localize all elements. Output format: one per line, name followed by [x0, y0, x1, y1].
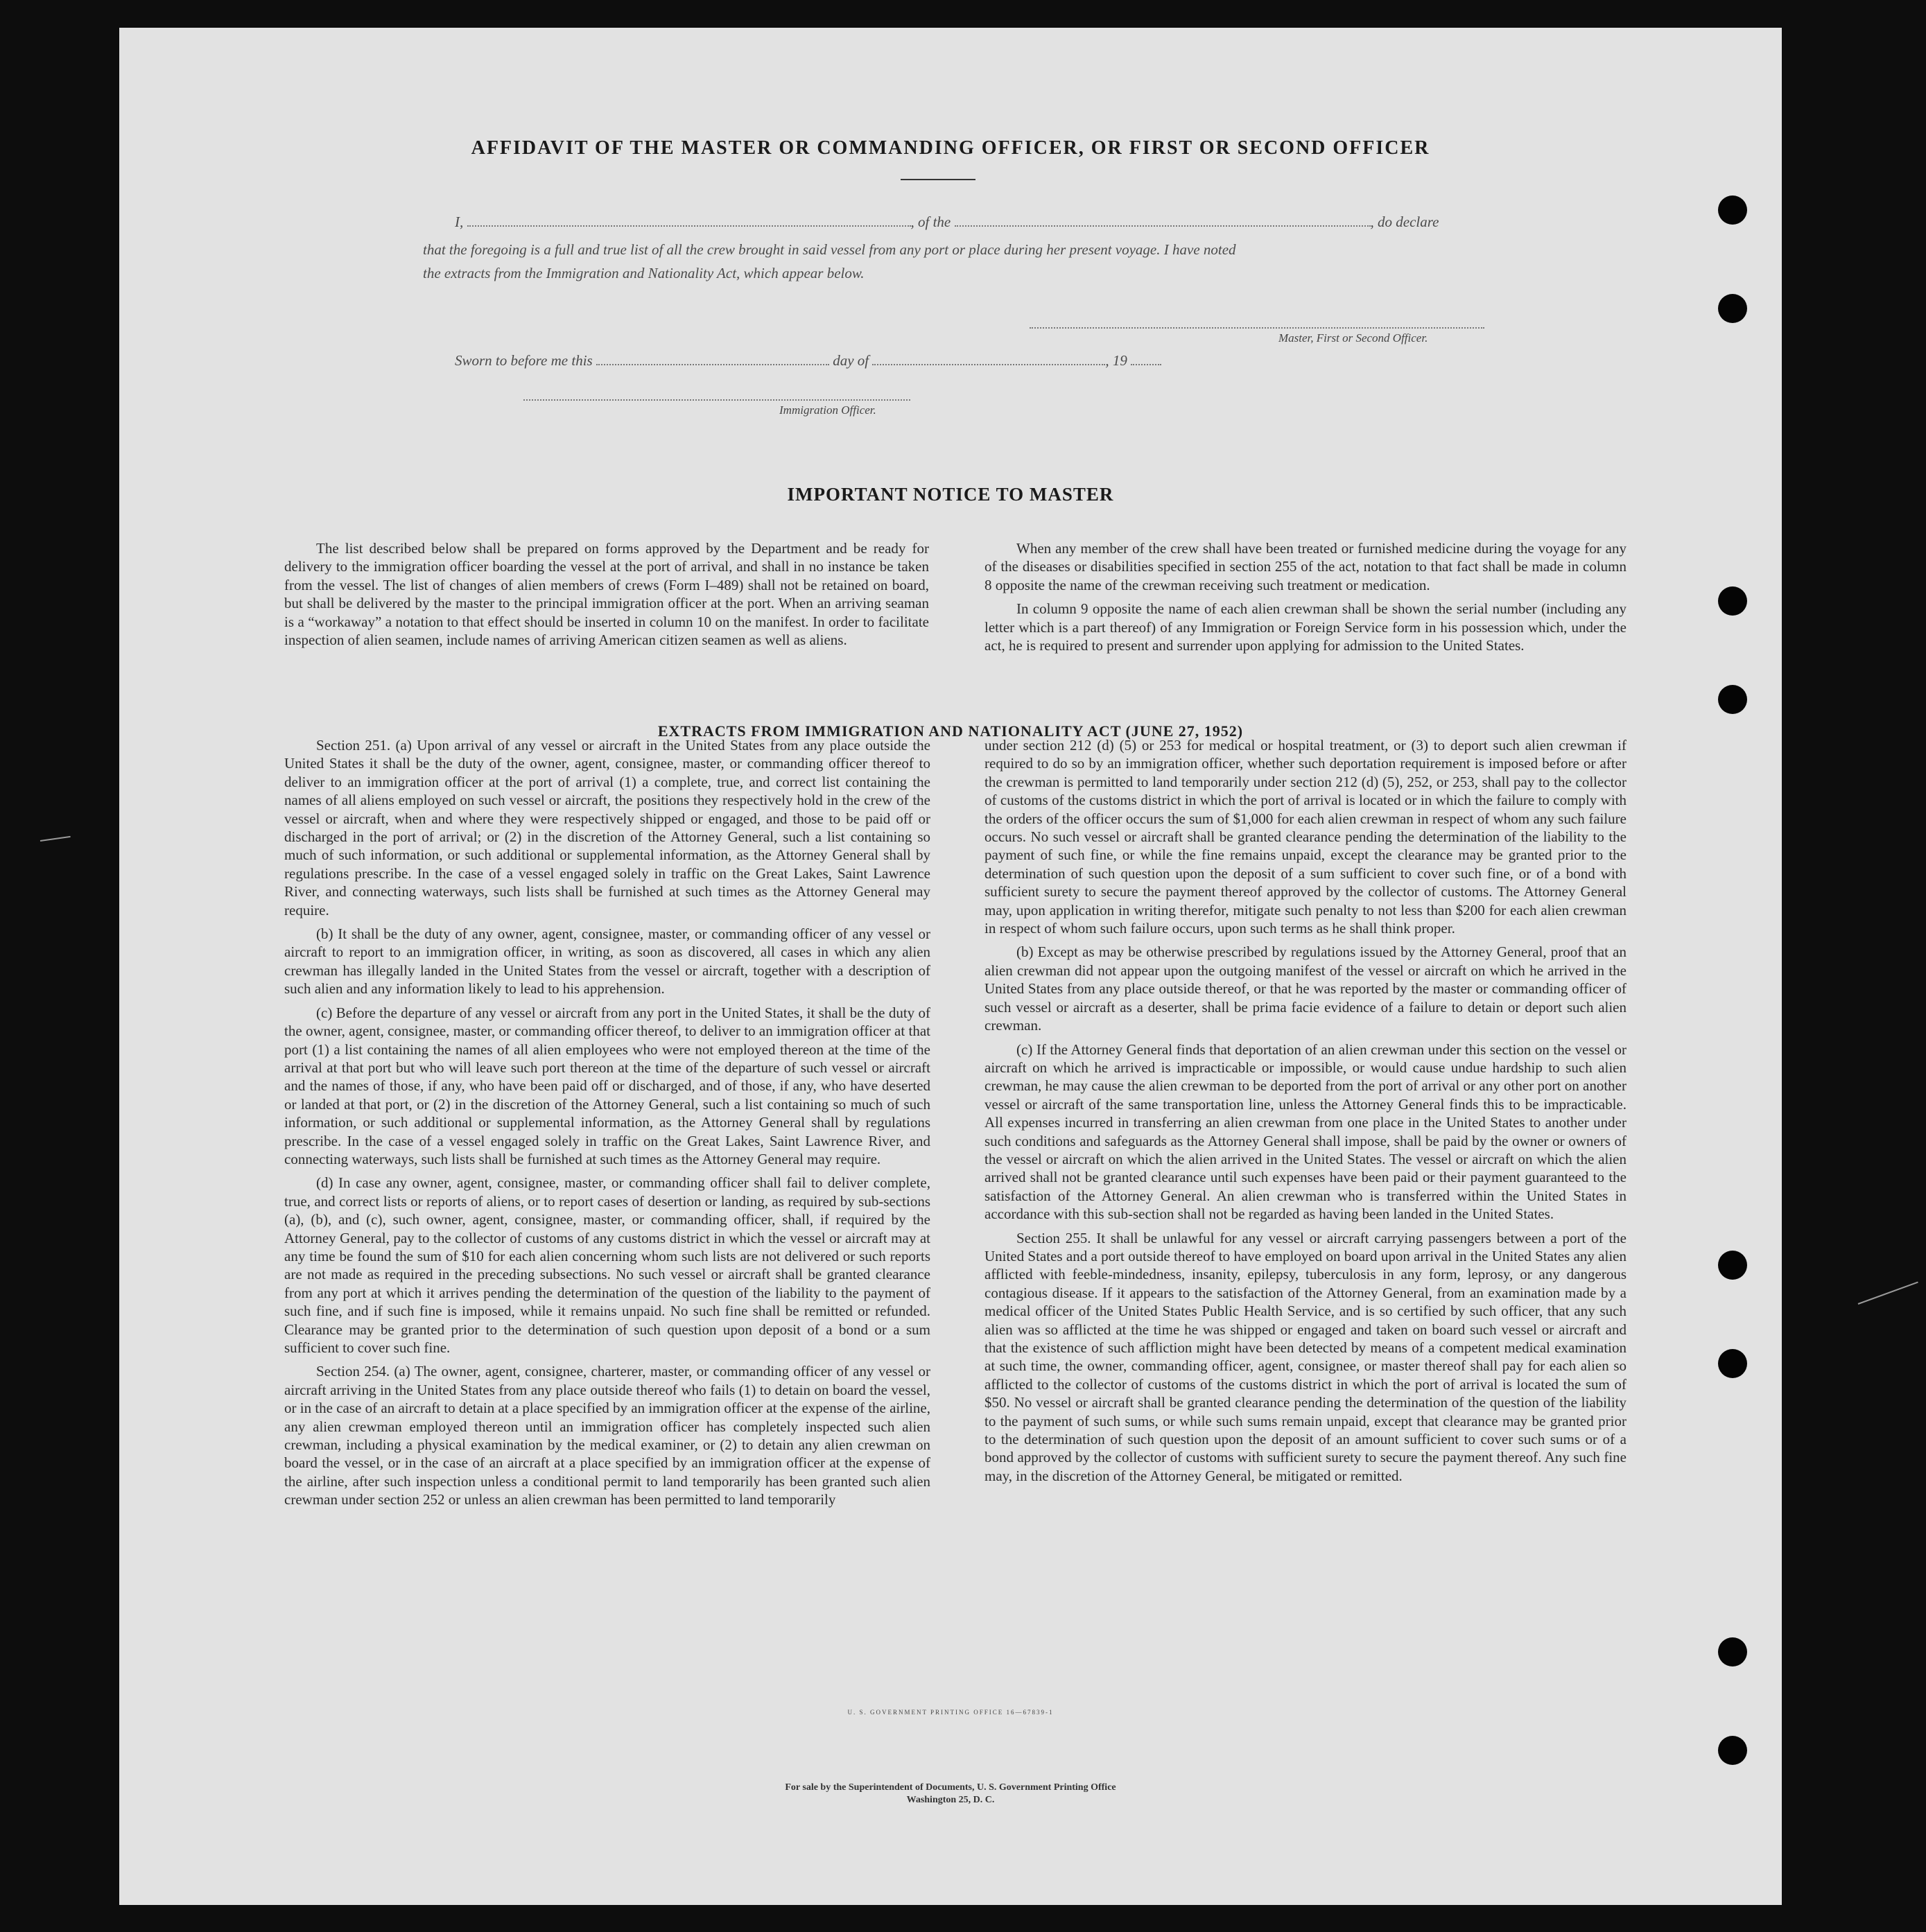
year-prefix: , 19: [1105, 352, 1127, 369]
extracts-left-column: [284, 736, 930, 1515]
form-page: [119, 28, 1782, 1905]
day-of-label: day of: [833, 352, 869, 369]
footer-line-1: For sale by the Superintendent of Documents, U. S. Government Printing Office: [785, 1782, 1116, 1793]
background-scratch: [40, 836, 71, 842]
notice-right-paragraph: In column 9 opposite the name of each alien crewman shall be shown the serial number (including any letter which is a part thereof) of any Immigration or Foreign Service form in his possession which, under the act, he is required to present and surrender upon applying for admission to the United States.: [984, 600, 1626, 654]
section-254-b: (b) Except as may be otherwise prescribed by regulations issued by the Attorney General, proof that an alien crewman did not appear upon the outgoing manifest of the vessel or aircraft on which he arrived in the United States from any place outside thereof, or that he was reported by the master or commanding officer of such vessel or aircraft as a deserter, shall be prima facie evidence of a failure to detain or deport such alien crewman.: [984, 943, 1626, 1034]
vessel-name-field[interactable]: [955, 216, 1371, 227]
punch-hole: [1718, 294, 1747, 323]
sworn-before-label: Sworn to before me this: [455, 352, 593, 369]
printer-mark: U. S. GOVERNMENT PRINTING OFFICE 16—67839-1: [847, 1709, 1054, 1716]
master-name-field[interactable]: [467, 216, 911, 227]
notice-left-column: [284, 539, 929, 654]
affidavit-i: I,: [455, 214, 464, 230]
punch-hole: [1718, 1251, 1747, 1280]
punch-hole: [1718, 195, 1747, 225]
notice-left-paragraph: The list described below shall be prepared on forms approved by the Department and be ready for delivery to the immigration officer boarding the vessel at the port of arrival, and shall in no instance be taken from the vessel. The list of changes of alien members of crews (Form I–489) shall not be retained on board, but shall be delivered by the master to the principal immigration officer at the port. When an arriving seaman is a “workaway” a notation to that effect should be inserted in column 10 on the manifest. In order to facilitate inspection of alien seamen, include names of arriving American citizen seamen as well as aliens.: [284, 540, 929, 649]
officer-signature-line[interactable]: [523, 399, 910, 401]
affidavit-line-2: that the foregoing is a full and true list of all the crew brought in said vessel from any port or place during her present voyage. I have noted: [423, 241, 1236, 258]
punch-hole: [1718, 586, 1747, 616]
notice-right-paragraph: When any member of the crew shall have been treated or furnished medicine during the voyage for any of the diseases or disabilities specified in section 255 of the act, notation to that fact shall be made in column 8 opposite the name of the crewman receiving such treatment or medication.: [984, 540, 1626, 593]
sworn-year-field[interactable]: [1131, 354, 1161, 365]
punch-hole: [1718, 1349, 1747, 1378]
sworn-day-field[interactable]: [596, 354, 829, 365]
section-254-a-continued: under section 212 (d) (5) or 253 for medical or hospital treatment, or (3) to deport such alien crewman if required to do so by an immigration officer, whether such deportation requirement is imposed before or after the crewman is permitted to land temporarily under section 212 (d) (5), 252, or 253, shall pay to the collector of customs of the customs district in which the port of arrival is located or in which the failure to comply with the orders of the officer occurs the sum of $1,000 for each alien crewman in respect of whom any such failure occurs. No such vessel or aircraft shall be granted clearance pending the determination of the liability to the payment of such fine, or while the fine remains unpaid, except the clearance may be granted prior to the determination of such question upon the deposit of a sum sufficient to cover such fine, or of a bond with sufficient surety to secure the payment thereof approved by the collector of customs. The Attorney General may, upon application in writing therefor, mitigate such penalty to not less than $200 for each alien crewman in respect of whom such failure occurs, upon such terms as he shall think proper.: [984, 737, 1626, 937]
officer-signature-caption: Immigration Officer.: [779, 403, 876, 417]
notice-right-column: [984, 539, 1626, 660]
background-scratch: [1858, 1282, 1918, 1305]
affidavit-do-declare: , do declare: [1370, 214, 1439, 230]
notice-heading: IMPORTANT NOTICE TO MASTER: [787, 484, 1114, 505]
affidavit-line-1: [455, 214, 1439, 231]
affidavit-title: AFFIDAVIT OF THE MASTER OR COMMANDING OFFICER, OR FIRST OR SECOND OFFICER: [471, 137, 1430, 159]
footer: [119, 1782, 1782, 1807]
punch-hole: [1718, 1736, 1747, 1765]
section-251-d: (d) In case any owner, agent, consignee, master, or commanding officer shall fail to deliver complete, true, and correct lists or reports of aliens, or to report cases of desertion or landing, as required by sub-sections (a), (b), and (c), such owner, agent, consignee, master, or commanding officer, shall, if required by the Attorney General, pay to the collector of customs of any customs district in which the vessel or aircraft may at any time be found the sum of $10 for each alien concerning whom such lists are not delivered or such reports are not made as required in the preceding subsections. No such vessel or aircraft shall be granted clearance from any port at which it arrives pending the determination of the question of the liability to the payment of such fine, and if such fine is imposed, while it remains unpaid. No such fine shall be remitted or refunded. Clearance may be granted prior to the determination of such question upon deposit of a bond or a sum sufficient to cover such fine.: [284, 1174, 930, 1356]
section-251-b: (b) It shall be the duty of any owner, agent, consignee, master, or commanding officer of any vessel or aircraft to report to an immigration officer, in writing, as soon as discovered, all cases in which any alien crewman has illegally landed in the United States from the vessel or aircraft, together with a description of such alien and any information likely to lead to his apprehension.: [284, 925, 930, 998]
affidavit-of-the: , of the: [910, 214, 951, 230]
footer-line-2: Washington 25, D. C.: [906, 1795, 995, 1805]
extracts-right-column: [984, 736, 1626, 1490]
affidavit-line-3: the extracts from the Immigration and Nationality Act, which appear below.: [423, 265, 865, 281]
master-signature-line[interactable]: [1030, 327, 1484, 329]
master-signature-caption: Master, First or Second Officer.: [1278, 331, 1428, 345]
title-rule: [901, 179, 975, 180]
punch-hole: [1718, 1637, 1747, 1666]
sworn-line: [455, 352, 1161, 369]
extracts-heading: EXTRACTS FROM IMMIGRATION AND NATIONALITY ACT (JUNE 27, 1952): [657, 722, 1244, 740]
section-255: Section 255. It shall be unlawful for any vessel or aircraft carrying passengers between a port of the United States and a port outside thereof to have employed on board upon arrival in the United States any alien afflicted with feeble-mindedness, insanity, epilepsy, tuberculosis in any form, leprosy, or any dangerous contagious disease. If it appears to the satisfaction of the Attorney General, from an examination made by a medical officer of the United States Public Health Service, and is so certified by such officer, that any such alien was so afflicted at the time he was shipped or engaged and taken on board such vessel or aircraft and that the existence of such affliction might have been detected by means of a competent medical examination at such time, the owner, commanding officer, agent, consignee, or master thereof shall pay for each alien so afflicted to the collector of customs of the customs district in which the port of arrival is located the sum of $50. No vessel or aircraft shall be granted clearance pending the determination of the question of the liability to the payment of such sums, or while such sums remain unpaid, except that clearance may be granted prior to the determination of such question upon the deposit of an amount sufficient to cover such sums or of a bond approved by the collector of customs with sufficient surety to secure the payment thereof. Any such fine may, in the discretion of the Attorney General, be mitigated or remitted.: [984, 1229, 1626, 1484]
section-251-c: (c) Before the departure of any vessel or aircraft from any port in the United States, it shall be the duty of the owner, agent, consignee, master, or commanding officer thereof, to deliver to an immigration officer at that port (1) a list containing the names of all alien employees who were not employed thereon at the time of the arrival at that port but who will leave such port thereon at the time of the departure of such vessel or aircraft and the names of those, if any, who have been paid off or discharged, and of those, if any, who have deserted or landed at that port, or (2) in the discretion of the Attorney General, such a list containing so much of such information, or such additional or supplemental information, as the Attorney General shall by regulations prescribe. In the case of a vessel engaged solely in traffic on the Great Lakes, Saint Lawrence River, and connecting waterways, such lists shall be furnished at such times as the Attorney General may require.: [284, 1004, 930, 1167]
section-251-a: Section 251. (a) Upon arrival of any vessel or aircraft in the United States from any place outside the United States it shall be the duty of the owner, agent, consignee, master, or commanding officer thereof to deliver to an immigration officer at the port of arrival (1) a complete, true, and correct list containing the names of all aliens employed on such vessel or aircraft, the positions they respectively hold in the crew of the vessel or aircraft, when and where they were respectively shipped or engaged, and those to be paid off or discharged in the port of arrival; or (2) in the discretion of the Attorney General, such a list containing so much of such information, or such additional or supplemental information, as the Attorney General shall by regulations prescribe. In the case of a vessel engaged solely in traffic on the Great Lakes, Saint Lawrence River, and connecting waterways, such lists shall be furnished at such times as the Attorney General may require.: [284, 737, 930, 919]
section-254-c: (c) If the Attorney General finds that deportation of an alien crewman under this section on the vessel or aircraft on which he arrived is impracticable or impossible, or would cause undue hardship to such alien crewman, he may cause the alien crewman to be deported from the port of arrival or any other port on another vessel or aircraft of the same transportation line, unless the Attorney General finds this to be impracticable. All expenses incurred in transferring an alien crewman from one place in the United States to another under such conditions and safeguards as the Attorney General shall impose, shall be paid by the owner or owners of the vessel or aircraft on which the alien arrived in the United States. The vessel or aircraft on which the alien arrived shall not be granted clearance until such expenses have been paid or their payment guaranteed to the satisfaction of the Attorney General. An alien crewman who is transferred within the United States in accordance with this sub-section shall not be regarded as having been landed in the United States.: [984, 1041, 1626, 1223]
punch-hole: [1718, 685, 1747, 714]
section-254-a: Section 254. (a) The owner, agent, consignee, charterer, master, or commanding officer of any vessel or aircraft arriving in the United States from any place outside thereof who fails (1) to detain on board the vessel, or in the case of an aircraft to detain at a place specified by an immigration officer at the expense of the airline, any alien crewman employed thereon until an immigration officer has completely inspected such alien crewman, including a physical examination by the medical examiner, or (2) to detain any alien crewman on board the vessel, or in the case of an aircraft at a place specified by an immigration officer at the expense of the airline, after such inspection unless a conditional permit to land temporarily has been granted such alien crewman under section 252 or unless an alien crewman has been permitted to land temporarily: [284, 1363, 930, 1508]
sworn-month-field[interactable]: [872, 354, 1105, 365]
